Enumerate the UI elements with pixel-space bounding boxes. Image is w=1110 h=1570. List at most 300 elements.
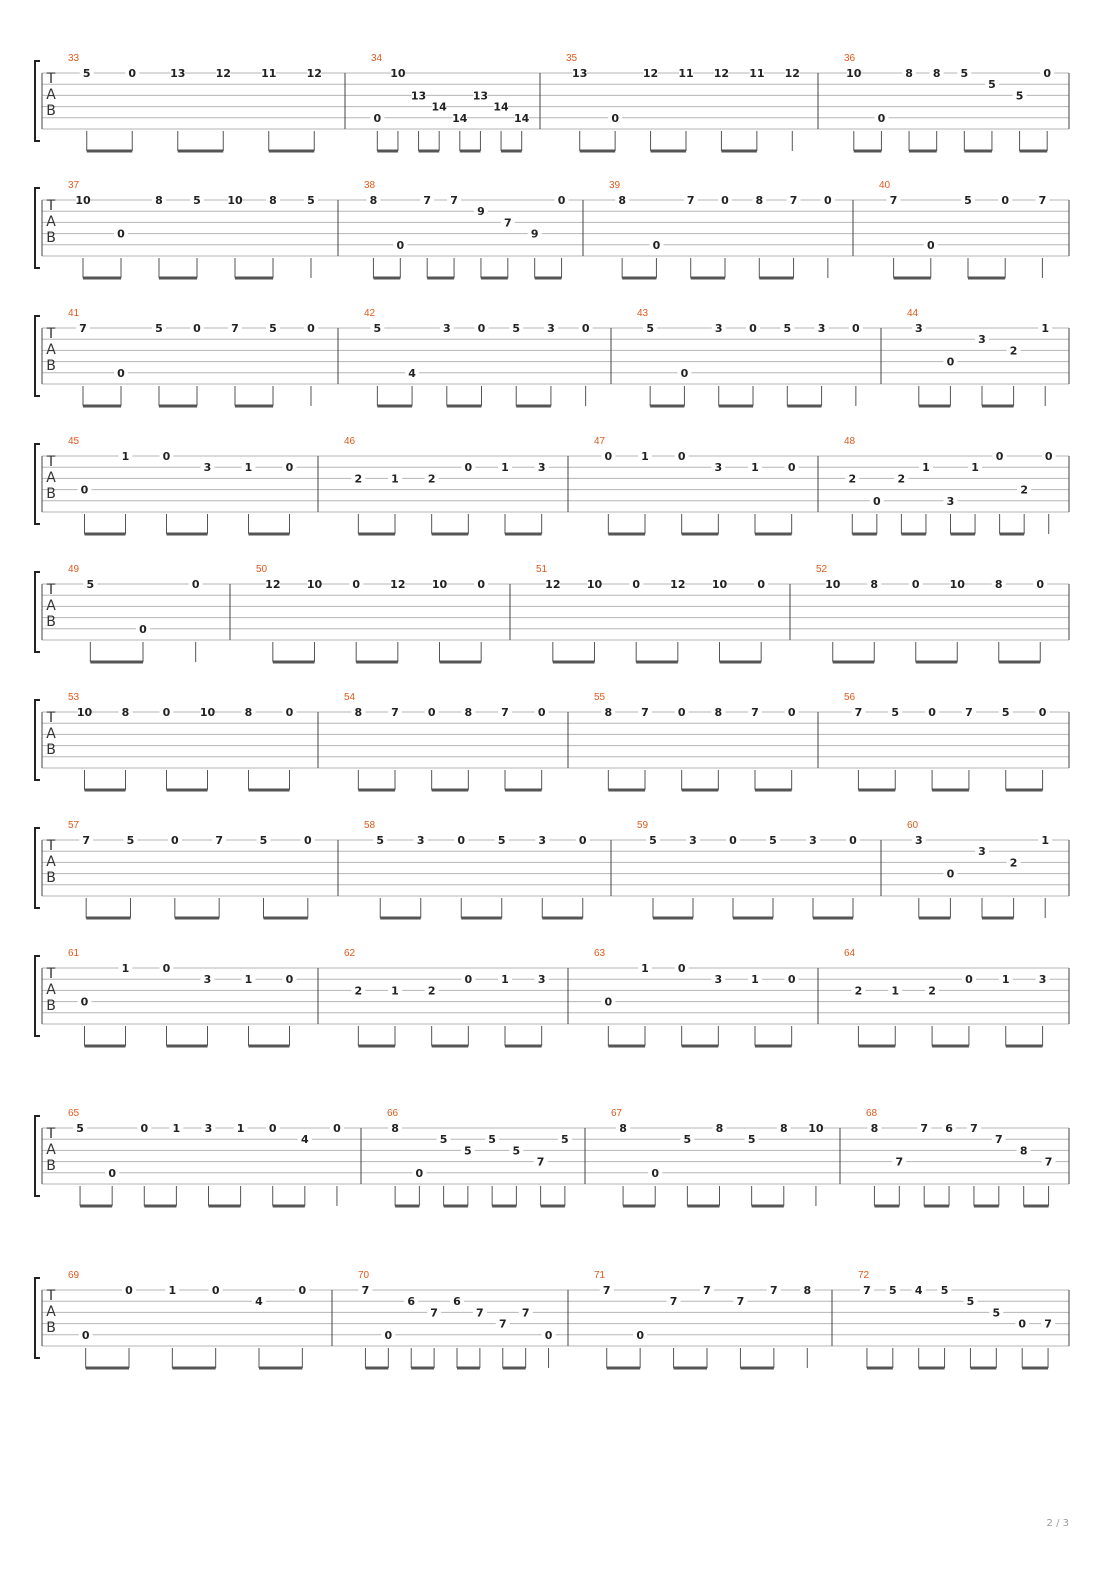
fret-number: 5 — [561, 1133, 569, 1147]
fret-number: 0 — [824, 194, 832, 207]
fret-number: 0 — [849, 834, 857, 847]
fret-number: 8 — [715, 1122, 724, 1135]
fret-number: 10 — [808, 1122, 824, 1135]
fret-number: 0 — [427, 706, 436, 719]
fret-number: 5 — [439, 1133, 448, 1147]
fret-number: 0 — [677, 706, 686, 719]
fret-number: 0 — [1038, 706, 1047, 719]
tab-clef-letter: A — [46, 598, 56, 614]
fret-number: 1 — [236, 1122, 245, 1135]
fret-number: 14 — [452, 111, 468, 125]
fret-number: 4 — [301, 1133, 309, 1147]
fret-number: 12 — [265, 578, 281, 591]
measure-number: 70 — [358, 1270, 370, 1281]
fret-number: 5 — [512, 1144, 521, 1158]
fret-number: 10 — [75, 194, 91, 207]
fret-number: 7 — [854, 706, 863, 719]
tab-clef-letter: T — [46, 1126, 56, 1142]
measure-number: 37 — [68, 180, 80, 191]
fret-number: 0 — [677, 450, 686, 463]
fret-number: 10 — [306, 578, 323, 591]
fret-number: 8 — [155, 194, 163, 207]
fret-number: 0 — [1036, 578, 1045, 591]
fret-number: 1 — [971, 461, 979, 475]
fret-number: 3 — [978, 845, 986, 859]
fret-number: 8 — [714, 706, 723, 719]
measure-number: 61 — [68, 948, 80, 959]
fret-number: 8 — [1019, 1144, 1028, 1158]
fret-number: 12 — [306, 67, 322, 80]
fret-number: 13 — [472, 89, 489, 103]
measure-number: 66 — [387, 1108, 399, 1119]
measure — [585, 1108, 824, 1206]
fret-number: 3 — [537, 973, 546, 987]
fret-number: 3 — [203, 461, 212, 475]
tab-clef-letter: A — [46, 726, 56, 742]
fret-number: 0 — [373, 111, 382, 125]
fret-number: 0 — [995, 450, 1004, 463]
measure-number: 68 — [866, 1108, 878, 1119]
tab-clef-letter: T — [46, 582, 56, 598]
fret-number: 10 — [431, 578, 448, 591]
fret-number: 0 — [544, 1328, 553, 1342]
fret-number: 1 — [244, 461, 253, 475]
system-brace — [35, 188, 40, 268]
fret-number: 0 — [80, 483, 89, 497]
fret-number: 0 — [464, 973, 473, 987]
fret-number: 8 — [619, 1122, 627, 1135]
measure — [840, 1108, 1056, 1206]
measure-number: 69 — [68, 1270, 80, 1281]
fret-number: 1 — [391, 472, 399, 486]
fret-number: 0 — [333, 1122, 341, 1135]
tab-clef-letter: B — [46, 614, 56, 630]
fret-number: 12 — [713, 67, 730, 80]
fret-number: 0 — [632, 578, 640, 591]
measure-number: 33 — [68, 53, 80, 64]
measure — [338, 308, 593, 406]
fret-number: 2 — [1009, 856, 1018, 870]
fret-number: 0 — [140, 1122, 149, 1135]
fret-number: 7 — [391, 706, 399, 719]
measure — [68, 948, 297, 1046]
fret-number: 1 — [751, 461, 759, 475]
measure — [338, 180, 569, 278]
tab-system — [35, 308, 1069, 406]
measure-number: 42 — [364, 308, 376, 319]
fret-number: 5 — [960, 67, 969, 80]
measure — [818, 692, 1050, 790]
fret-number: 5 — [76, 1122, 84, 1135]
fret-number: 8 — [244, 706, 253, 719]
fret-number: 4 — [408, 366, 416, 380]
fret-number: 5 — [988, 78, 996, 92]
measure-number: 45 — [68, 436, 80, 447]
measure-number: 65 — [68, 1108, 80, 1119]
fret-number: 0 — [477, 322, 486, 335]
fret-number: 4 — [255, 1295, 263, 1309]
system-brace — [35, 700, 40, 780]
fret-number: 5 — [464, 1144, 472, 1158]
measure — [510, 564, 768, 662]
fret-number: 7 — [602, 1284, 611, 1297]
fret-number: 8 — [905, 67, 913, 80]
fret-number: 0 — [171, 834, 179, 847]
fret-number: 0 — [677, 962, 686, 975]
measure — [568, 692, 799, 790]
fret-number: 5 — [1015, 89, 1024, 103]
measure — [68, 692, 297, 790]
fret-number: 7 — [231, 322, 239, 335]
tab-clef-letter: B — [46, 870, 56, 886]
fret-number: 1 — [641, 962, 649, 975]
tab-clef-letter: A — [46, 342, 56, 358]
fret-number: 0 — [757, 578, 765, 591]
fret-number: 5 — [82, 67, 91, 80]
fret-number: 2 — [1009, 344, 1018, 358]
system-brace — [35, 1116, 40, 1196]
fret-number: 0 — [1043, 67, 1052, 80]
fret-number: 1 — [751, 973, 759, 987]
fret-number: 8 — [269, 194, 277, 207]
fret-number: 6 — [407, 1295, 416, 1309]
fret-number: 2 — [427, 984, 436, 998]
fret-number: 13 — [170, 67, 186, 80]
fret-number: 0 — [611, 111, 619, 125]
fret-number: 5 — [376, 834, 385, 847]
tab-clef-letter: T — [46, 326, 56, 342]
fret-number: 1 — [1041, 322, 1050, 335]
fret-number: 1 — [391, 984, 399, 998]
fret-number: 0 — [787, 461, 796, 475]
fret-number: 0 — [578, 834, 587, 847]
tab-clef-letter: T — [46, 454, 56, 470]
measure — [68, 180, 318, 278]
system-brace — [35, 61, 40, 141]
fret-number: 0 — [298, 1284, 307, 1297]
fret-number: 2 — [1020, 483, 1028, 497]
fret-number: 4 — [914, 1284, 923, 1297]
measure — [318, 692, 549, 790]
fret-number: 5 — [747, 1133, 756, 1147]
tab-clef-letter: B — [46, 742, 56, 758]
fret-number: 1 — [1041, 834, 1050, 847]
tab-system — [35, 1108, 1069, 1206]
fret-number: 0 — [1001, 194, 1010, 207]
tab-system — [35, 1270, 1069, 1368]
fret-number: 3 — [1038, 973, 1047, 987]
measure-number: 56 — [844, 692, 856, 703]
fret-number: 5 — [769, 834, 777, 847]
fret-number: 10 — [586, 578, 603, 591]
fret-number: 1 — [244, 973, 253, 987]
measure-number: 47 — [594, 436, 606, 447]
fret-number: 12 — [642, 67, 659, 80]
fret-number: 0 — [721, 194, 729, 207]
fret-number: 0 — [162, 962, 171, 975]
fret-number: 0 — [211, 1284, 220, 1297]
fret-number: 0 — [415, 1166, 424, 1180]
fret-number: 1 — [891, 984, 900, 998]
fret-number: 7 — [669, 1295, 678, 1309]
fret-number: 7 — [82, 834, 90, 847]
fret-number: 0 — [285, 461, 294, 475]
fret-number: 8 — [604, 706, 613, 719]
fret-number: 0 — [1044, 450, 1053, 463]
fret-number: 5 — [86, 578, 95, 591]
fret-number: 11 — [261, 67, 277, 80]
fret-number: 3 — [442, 322, 451, 335]
fret-number: 7 — [430, 1306, 438, 1320]
fret-number: 8 — [354, 706, 363, 719]
fret-number: 0 — [729, 834, 737, 847]
fret-number: 0 — [285, 973, 294, 987]
fret-number: 8 — [779, 1122, 788, 1135]
fret-number: 1 — [1001, 973, 1010, 987]
fret-number: 0 — [965, 973, 973, 987]
fret-number: 5 — [497, 834, 506, 847]
fret-number: 0 — [139, 622, 147, 636]
fret-number: 2 — [897, 472, 906, 486]
measure-number: 59 — [637, 820, 649, 831]
fret-number: 5 — [512, 322, 521, 335]
measure — [68, 1108, 344, 1206]
fret-number: 1 — [641, 450, 649, 463]
fret-number: 0 — [537, 706, 546, 719]
measure-number: 71 — [594, 1270, 606, 1281]
measure-number: 34 — [371, 53, 383, 64]
fret-number: 0 — [128, 67, 137, 80]
fret-number: 12 — [545, 578, 561, 591]
fret-number: 0 — [787, 973, 796, 987]
system-brace — [35, 444, 40, 524]
measure — [68, 1270, 309, 1368]
fret-number: 0 — [464, 461, 473, 475]
fret-number: 9 — [477, 205, 485, 219]
fret-number: 14 — [493, 100, 509, 114]
measure-number: 64 — [844, 948, 856, 959]
fret-number: 7 — [215, 834, 223, 847]
fret-number: 10 — [846, 67, 862, 80]
fret-number: 0 — [873, 494, 881, 508]
tab-clef-letter: A — [46, 982, 56, 998]
fret-number: 3 — [946, 494, 955, 508]
measure-number: 50 — [256, 564, 268, 575]
fret-number: 9 — [530, 227, 539, 241]
fret-number: 12 — [784, 67, 800, 80]
tab-clef-letter: T — [46, 838, 56, 854]
fret-number: 5 — [488, 1133, 496, 1147]
fret-number: 0 — [651, 1166, 660, 1180]
fret-number: 3 — [914, 322, 923, 335]
fret-number: 3 — [537, 461, 546, 475]
fret-number: 0 — [108, 1166, 116, 1180]
fret-number: 3 — [978, 333, 986, 347]
tab-clef-letter: A — [46, 1142, 56, 1158]
measure — [611, 308, 863, 406]
fret-number: 10 — [711, 578, 728, 591]
measure-number: 52 — [816, 564, 828, 575]
measure-number: 40 — [879, 180, 891, 191]
measure — [345, 53, 530, 151]
fret-number: 7 — [476, 1306, 484, 1320]
fret-number: 8 — [932, 67, 941, 80]
fret-number: 7 — [920, 1122, 929, 1135]
fret-number: 0 — [477, 578, 485, 591]
measure-number: 63 — [594, 948, 606, 959]
tab-clef-letter: A — [46, 470, 56, 486]
fret-number: 8 — [464, 706, 473, 719]
measure — [568, 1270, 814, 1368]
measure-number: 62 — [344, 948, 356, 959]
measure — [68, 436, 297, 534]
fret-number: 8 — [755, 194, 764, 207]
fret-number: 5 — [193, 194, 201, 207]
fret-number: 1 — [172, 1122, 181, 1135]
fret-number: 14 — [514, 111, 530, 125]
tab-clef-letter: B — [46, 1158, 56, 1174]
measure-number: 44 — [907, 308, 919, 319]
fret-number: 0 — [636, 1328, 644, 1342]
fret-number: 7 — [536, 1155, 545, 1169]
fret-number: 12 — [390, 578, 406, 591]
fret-number: 0 — [384, 1328, 393, 1342]
tab-clef-letter: B — [46, 103, 56, 119]
tab-clef-letter: T — [46, 1288, 56, 1304]
fret-number: 1 — [168, 1284, 177, 1297]
tab-system — [35, 436, 1069, 534]
measure — [68, 820, 315, 918]
fret-number: 0 — [81, 1328, 90, 1342]
fret-number: 7 — [1044, 1155, 1053, 1169]
fret-number: 3 — [714, 322, 723, 335]
fret-number: 8 — [121, 706, 130, 719]
measure — [568, 436, 799, 534]
tab-clef-letter: A — [46, 214, 56, 230]
measure — [853, 180, 1049, 278]
measure — [818, 53, 1054, 151]
measure-number: 55 — [594, 692, 606, 703]
tab-clef-letter: B — [46, 486, 56, 502]
fret-number: 0 — [396, 238, 405, 252]
fret-number: 3 — [416, 834, 425, 847]
fret-number: 8 — [870, 1122, 879, 1135]
tab-system — [35, 820, 1069, 918]
measure — [540, 53, 800, 151]
fret-number: 7 — [361, 1284, 370, 1297]
measure-number: 39 — [609, 180, 621, 191]
fret-number: 13 — [410, 89, 427, 103]
tab-system — [35, 564, 1069, 662]
fret-number: 1 — [922, 461, 930, 475]
tab-clef-letter: B — [46, 230, 56, 246]
fret-number: 2 — [427, 472, 436, 486]
tab-clef-letter: T — [46, 71, 56, 87]
fret-number: 10 — [825, 578, 841, 591]
fret-number: 8 — [870, 578, 879, 591]
measure — [881, 308, 1052, 406]
fret-number: 12 — [670, 578, 686, 591]
tab-clef-letter: A — [46, 87, 56, 103]
fret-number: 7 — [1038, 194, 1047, 207]
fret-number: 0 — [285, 706, 294, 719]
fret-number: 1 — [121, 962, 130, 975]
fret-number: 5 — [126, 834, 135, 847]
fret-number: 2 — [848, 472, 857, 486]
measure-number: 53 — [68, 692, 80, 703]
measure — [338, 820, 590, 918]
measure-number: 43 — [637, 308, 649, 319]
fret-number: 5 — [683, 1133, 692, 1147]
fret-number: 5 — [888, 1284, 897, 1297]
fret-number: 5 — [783, 322, 792, 335]
fret-number: 11 — [749, 67, 765, 80]
tab-system — [35, 53, 1069, 151]
measure-number: 35 — [566, 53, 578, 64]
fret-number: 5 — [269, 322, 277, 335]
fret-number: 0 — [193, 322, 201, 335]
measure-number: 72 — [858, 1270, 870, 1281]
tab-clef-letter: A — [46, 854, 56, 870]
measure — [68, 53, 322, 151]
fret-number: 7 — [703, 1284, 711, 1297]
fret-number: 10 — [76, 706, 93, 719]
measure-number: 67 — [611, 1108, 623, 1119]
fret-number: 3 — [689, 834, 697, 847]
measure — [881, 820, 1052, 918]
measure — [583, 180, 835, 278]
measure-number: 51 — [536, 564, 548, 575]
fret-number: 0 — [680, 366, 689, 380]
fret-number: 7 — [770, 1284, 778, 1297]
measure — [230, 564, 488, 662]
fret-number: 7 — [686, 194, 695, 207]
fret-number: 7 — [889, 194, 898, 207]
fret-number: 7 — [503, 216, 512, 230]
tab-clef-letter: T — [46, 710, 56, 726]
fret-number: 5 — [1001, 706, 1010, 719]
fret-number: 2 — [354, 472, 363, 486]
fret-number: 0 — [307, 322, 315, 335]
system-brace — [35, 316, 40, 396]
tab-clef-letter: B — [46, 358, 56, 374]
fret-number: 0 — [911, 578, 920, 591]
measure-number: 57 — [68, 820, 80, 831]
fret-number: 0 — [946, 867, 955, 881]
fret-number: 3 — [203, 973, 212, 987]
system-brace — [35, 572, 40, 652]
tab-clef-letter: T — [46, 198, 56, 214]
fret-number: 14 — [431, 100, 447, 114]
fret-number: 5 — [940, 1284, 949, 1297]
fret-number: 0 — [749, 322, 757, 335]
fret-number: 0 — [457, 834, 466, 847]
measure — [332, 1270, 556, 1368]
fret-number: 7 — [641, 706, 649, 719]
measure — [611, 820, 860, 918]
fret-number: 8 — [369, 194, 378, 207]
fret-number: 7 — [736, 1295, 745, 1309]
fret-number: 7 — [79, 322, 87, 335]
fret-number: 0 — [162, 706, 171, 719]
measure — [568, 948, 799, 1046]
fret-number: 0 — [162, 450, 171, 463]
tab-system — [35, 180, 1069, 278]
measure-number: 36 — [844, 53, 856, 64]
measure-number: 48 — [844, 436, 856, 447]
measure-number: 38 — [364, 180, 376, 191]
fret-number: 5 — [259, 834, 268, 847]
